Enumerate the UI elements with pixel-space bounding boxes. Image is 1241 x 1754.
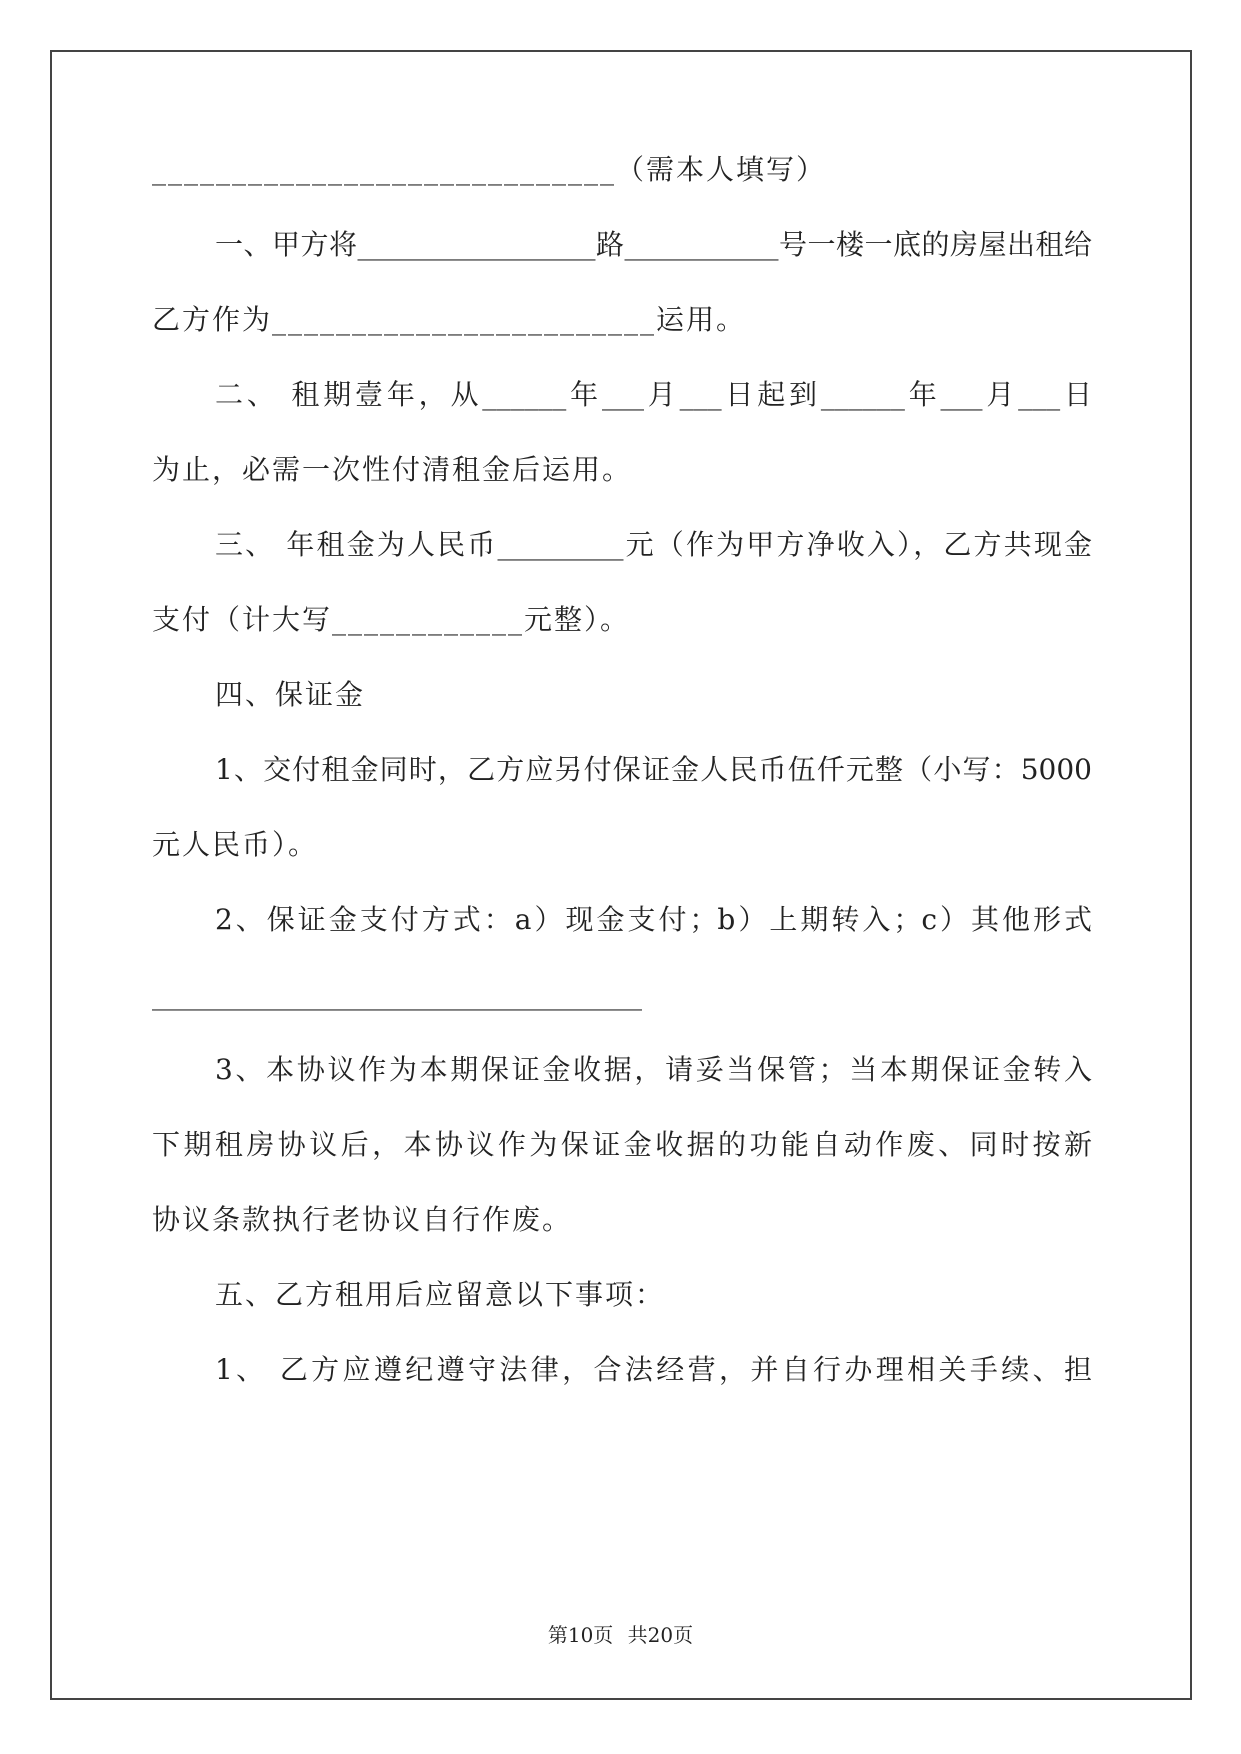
page-number-total: 共20页: [627, 1623, 694, 1647]
clause-5-item-1-line-1: 1、 乙方应遵纪遵守法律，合法经营，并自行办理相关手续、担: [215, 1353, 1092, 1386]
clause-1-line-2: 乙方作为________________________运用。: [152, 303, 747, 336]
clause-3-line-1: 三、 年租金为人民币_________元（作为甲方净收入），乙方共现金: [215, 528, 1092, 561]
clause-4-item-1-line-1: 1、交付租金同时，乙方应另付保证金人民币伍仟元整（小写：5000: [215, 753, 1092, 786]
clause-4-item-2-line-1: 2、保证金支付方式：a）现金支付；b）上期转入；c）其他形式: [215, 903, 1092, 936]
clause-5-heading: 五、乙方租用后应留意以下事项：: [215, 1278, 666, 1311]
clause-4-heading: 四、保证金: [215, 678, 366, 711]
clause-1-line-1: 一、甲方将_________________路___________号一楼一底的房屋出租给: [215, 228, 1092, 261]
page-border: [50, 50, 1192, 1700]
page-footer: [0, 1620, 1241, 1650]
page-number-current: 第10页: [547, 1623, 614, 1647]
fill-in-line-self: _____________________________（需本人填写）: [152, 153, 827, 186]
clause-2-line-1: 二、 租期壹年，从______年___月___日起到______年___月___日: [215, 378, 1092, 411]
clause-3-line-2: 支付（计大写____________元整）。: [152, 603, 631, 636]
clause-4-item-3-line-1: 3、本协议作为本期保证金收据，请妥当保管；当本期保证金转入: [215, 1053, 1092, 1086]
clause-2-line-2: 为止，必需一次性付清租金后运用。: [152, 453, 633, 486]
clause-4-item-3-line-2: 下期租房协议后，本协议作为保证金收据的功能自动作废、同时按新: [152, 1128, 1092, 1161]
clause-4-item-1-line-2: 元人民币）。: [152, 828, 319, 861]
clause-4-item-3-line-3: 协议条款执行老协议自行作废。: [152, 1203, 573, 1236]
clause-4-item-2-blank: ___________________________________: [152, 978, 642, 1011]
